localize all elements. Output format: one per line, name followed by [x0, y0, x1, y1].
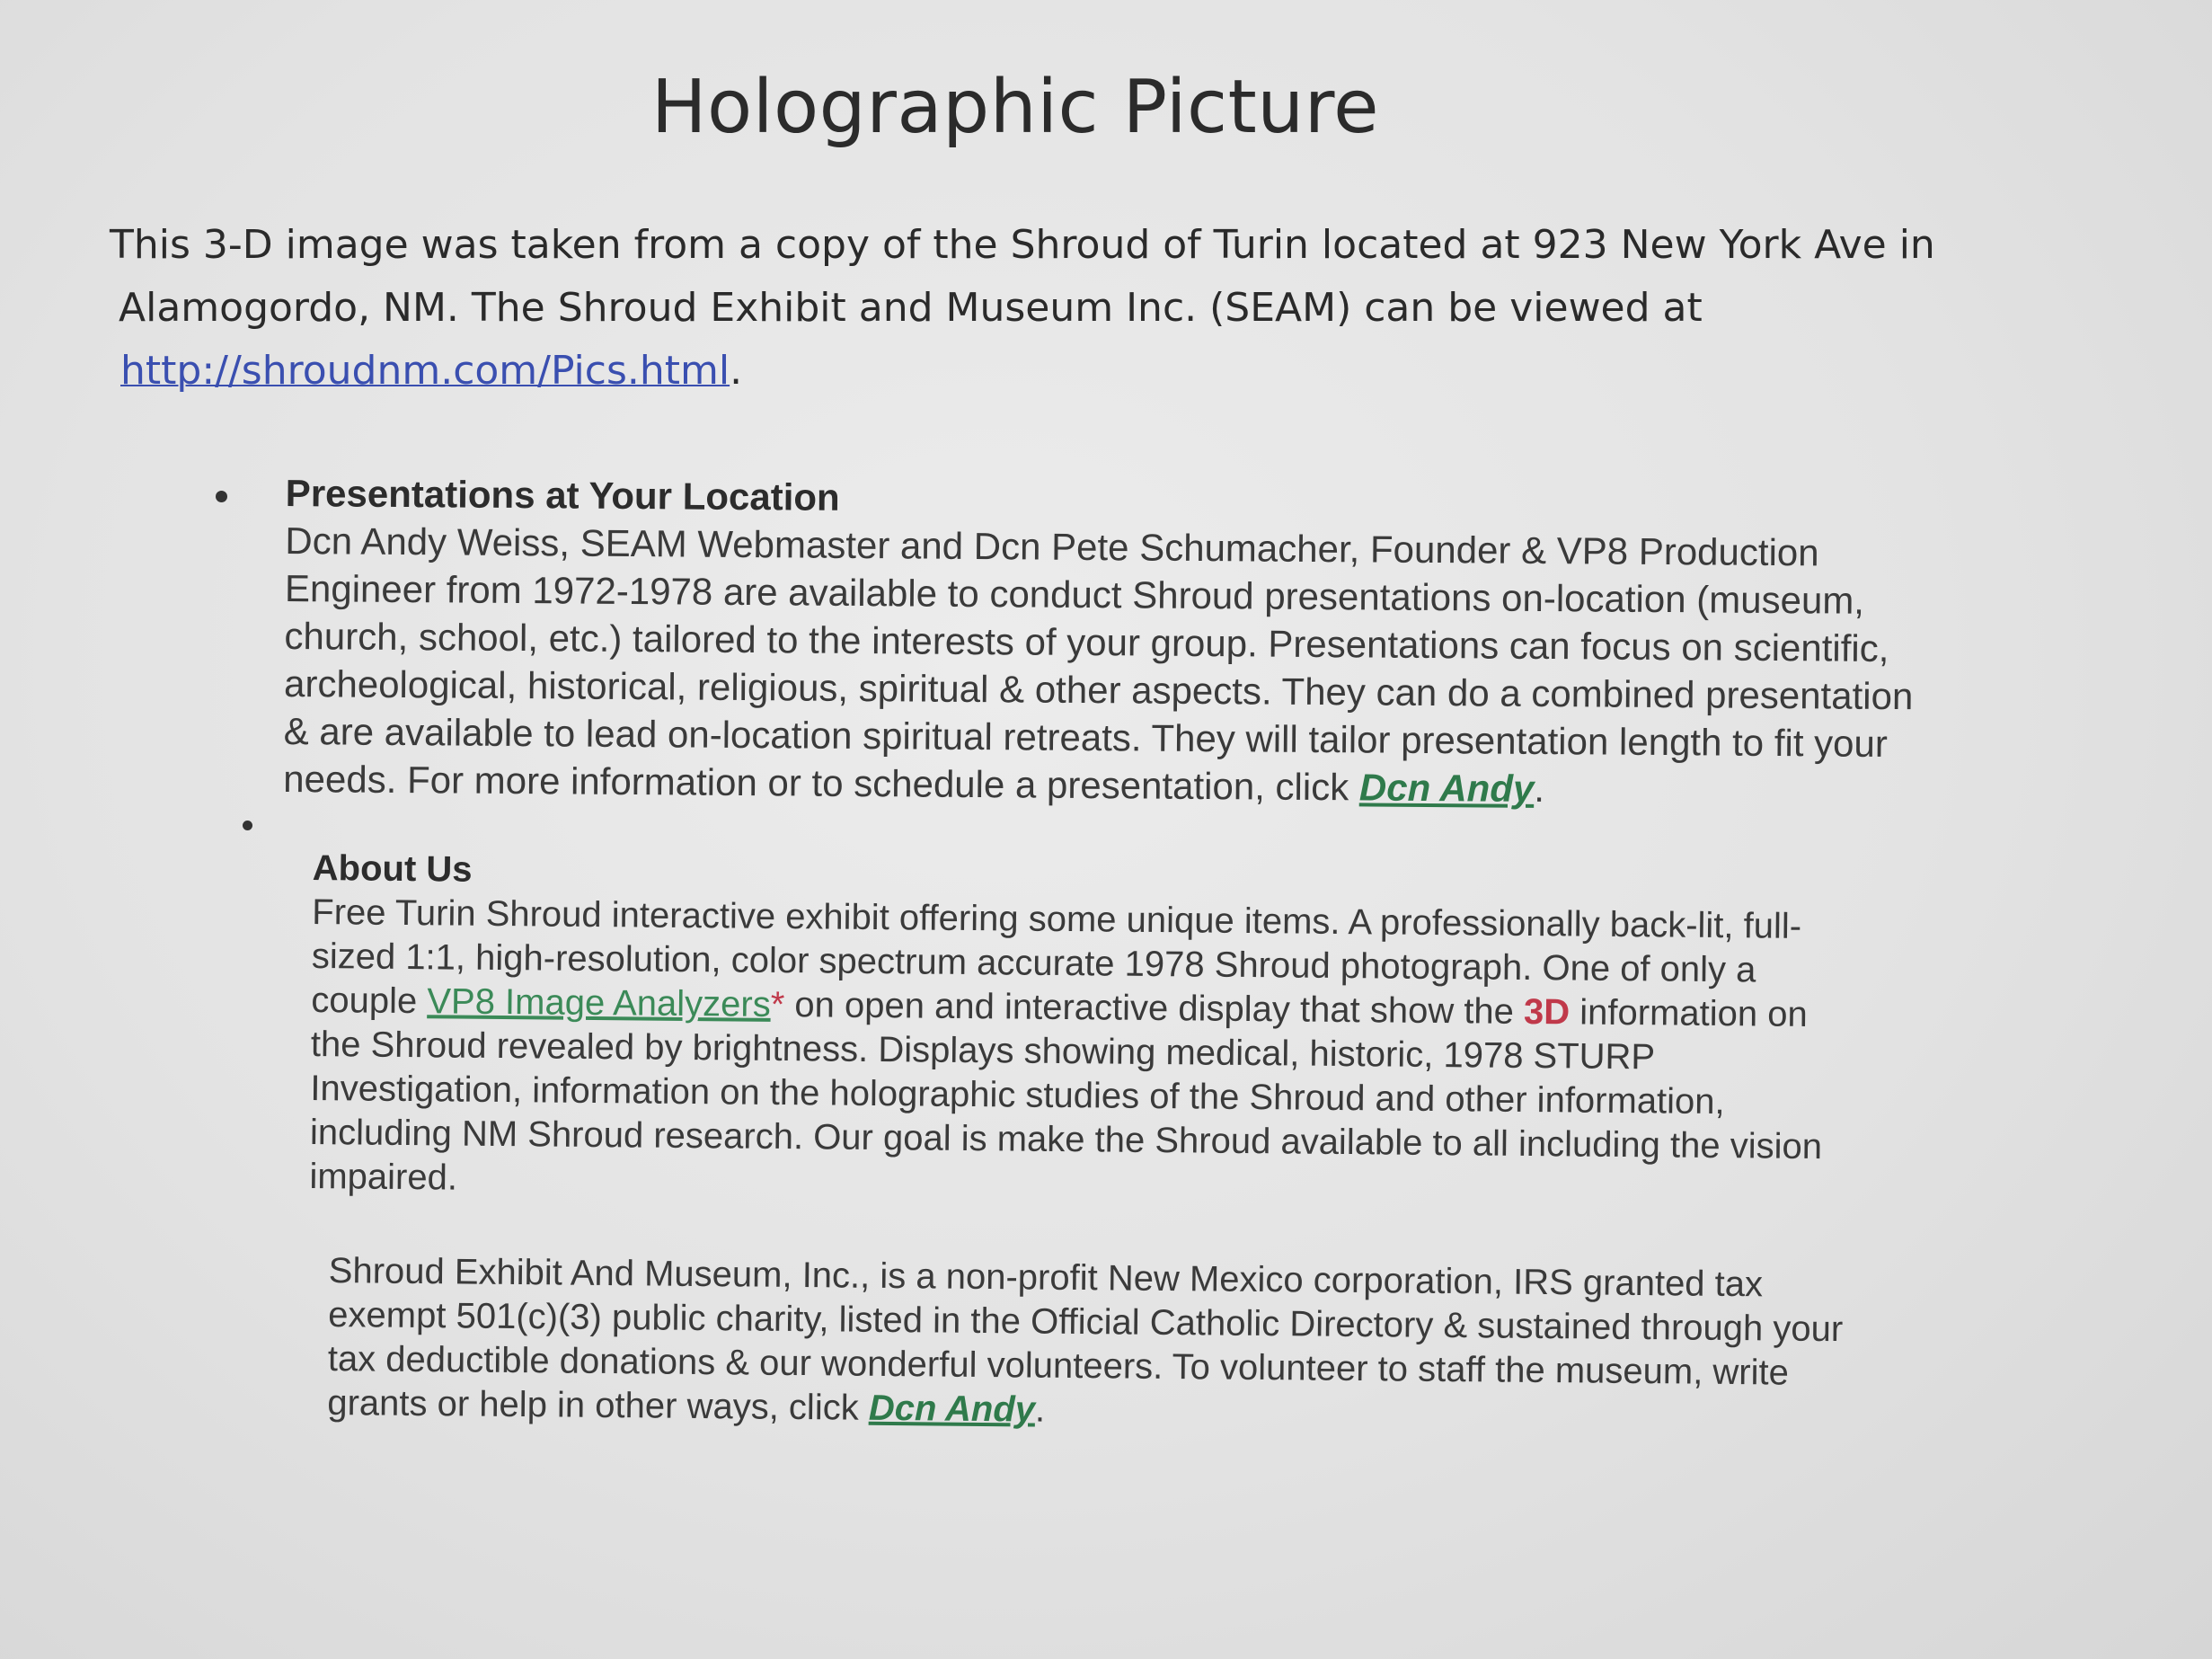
dcn-andy-link-volunteer[interactable]: Dcn Andy: [868, 1388, 1036, 1430]
about-line-5: Investigation, information on the holographic studies of the Shroud and other information,: [310, 1068, 1725, 1122]
bullet-about: [243, 821, 252, 830]
presentations-heading: Presentations at Your Location: [285, 471, 840, 519]
three-d-highlight: 3D: [1523, 991, 1571, 1033]
intro-line-2: Alamogordo, NM. The Shroud Exhibit and Museum Inc. (SEAM) can be viewed at: [119, 285, 1703, 331]
nonprofit-section: [327, 1249, 2018, 1442]
presentations-section: [283, 469, 2101, 817]
about-section: [309, 847, 2020, 1215]
about-line-7: impaired.: [309, 1156, 458, 1198]
dcn-andy-link-presentations[interactable]: Dcn Andy: [1358, 766, 1535, 810]
presentations-line-2: Engineer from 1972-1978 are available to conduct Shroud presentations on-location (museum,: [284, 566, 1865, 622]
about-line-3-suffix: information on: [1569, 992, 1808, 1034]
intro-link-suffix: .: [730, 348, 743, 394]
nonprofit-line-4-prefix: grants or help in other ways, click: [327, 1382, 870, 1428]
about-line-6: including NM Shroud research. Our goal is make the Shroud available to all including the vision: [309, 1112, 1823, 1167]
presentations-link-suffix: .: [1534, 767, 1545, 811]
nonprofit-line-2: exempt 501(c)(3) public charity, listed in the Official Catholic Directory & sustained through your: [328, 1294, 1844, 1350]
about-line-3-prefix: couple: [311, 980, 428, 1022]
about-line-3-mid: on open and interactive display that show the: [784, 985, 1525, 1032]
vp8-asterisk: *: [770, 984, 785, 1025]
presentations-line-3: church, school, etc.) tailored to the interests of your group. Presentations can focus on scientific,: [284, 614, 1889, 670]
about-line-4: the Shroud revealed by brightness. Displays showing medical, historic, 1978 STURP: [310, 1024, 1656, 1078]
vp8-analyzers-link[interactable]: VP8 Image Analyzers: [427, 981, 771, 1025]
intro-line-1: This 3-D image was taken from a copy of the Shroud of Turin located at 923 New York Ave in: [110, 222, 1935, 268]
intro-line-3: [110, 340, 1960, 403]
about-line-2: sized 1:1, high-resolution, color spectrum accurate 1978 Shroud photograph. One of only a: [311, 936, 1756, 990]
about-heading: About Us: [312, 847, 473, 890]
nonprofit-link-suffix: .: [1034, 1389, 1046, 1430]
nonprofit-line-1: Shroud Exhibit And Museum, Inc., is a non-profit New Mexico corporation, IRS granted tax: [328, 1250, 1764, 1305]
presentations-line-4: archeological, historical, religious, spiritual & other aspects. They can do a combined presentation: [283, 661, 1914, 718]
presentations-line-1-text: Dcn Andy Weiss, SEAM Webmaster and Dcn Pete Schumacher, Founder & VP8 Production: [285, 519, 1819, 574]
nonprofit-line-3: tax deductible donations & our wonderful volunteers. To volunteer to staff the museum, write: [327, 1338, 1790, 1393]
presentations-line-5: & are available to lead on-location spiritual retreats. They will tailor presentation length to fit your: [283, 709, 1889, 766]
about-line-1: Free Turin Shroud interactive exhibit offering some unique items. A professionally back-lit, full-: [312, 892, 1802, 946]
intro-paragraph: [110, 214, 1960, 403]
page-title: Holographic Picture: [650, 65, 1380, 150]
presentations-last-prefix: needs. For more information or to schedule a presentation, click: [283, 757, 1360, 809]
bullet-presentations: [216, 491, 227, 502]
seam-pics-link[interactable]: http://shroudnm.com/Pics.html: [120, 348, 730, 394]
